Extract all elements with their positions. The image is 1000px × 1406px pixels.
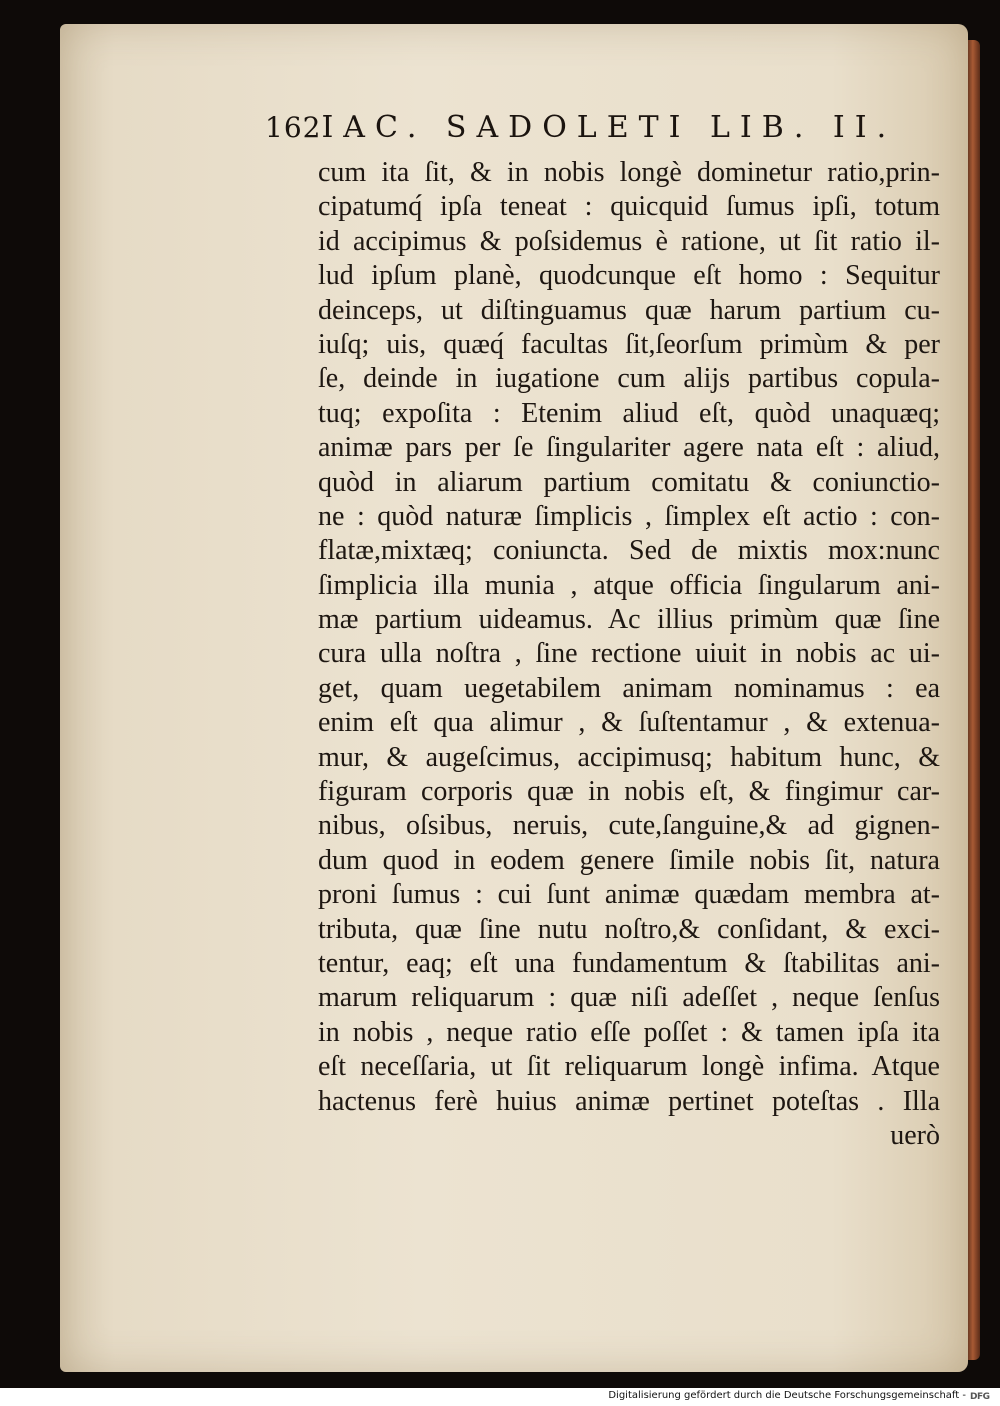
text-line: tributa, quæ ſine nutu noſtro,& conſidant, & exci- — [318, 913, 940, 945]
text-line: hactenus ferè huius animæ pertinet poteſtas . Illa — [318, 1085, 940, 1117]
text-line: iuſq; uis, quæq́ facultas ſit,ſeorſum primùm & per — [318, 328, 940, 360]
text-line: ſe, deinde in iugatione cum alijs partibus copula- — [318, 363, 940, 395]
page-edge — [968, 40, 980, 1360]
dfg-logo: DFG — [970, 1392, 990, 1402]
text-line: cura ulla noſtra , ſine rectione uiuit in nobis ac ui- — [318, 638, 940, 670]
text-line: marum reliquarum : quæ niſi adeſſet , neque ſenſus — [318, 982, 940, 1014]
footer-bar — [0, 1388, 1000, 1406]
text-line: eſt neceſſaria, ut ſit reliquarum longè infima. Atque — [318, 1051, 940, 1083]
text-line: enim eſt qua alimur , & ſuſtentamur , & extenua- — [318, 707, 940, 739]
running-title: IAC. SADOLETI LIB. II. — [321, 110, 897, 145]
body-text — [318, 156, 940, 1153]
text-line: figuram corporis quæ in nobis eſt, & fingimur car- — [318, 776, 940, 808]
text-line: ne : quòd naturæ ſimplicis , ſimplex eſt actio : con- — [318, 500, 940, 532]
text-line: id accipimus & poſsidemus è ratione, ut ſit ratio il- — [318, 225, 940, 257]
text-line: get, quam uegetabilem animam nominamus : ea — [318, 672, 940, 704]
text-line: quòd in aliarum partium comitatu & coniunctio- — [318, 466, 940, 498]
funding-credit: Digitalisierung gefördert durch die Deutsche Forschungsgemeinschaft - — [608, 1390, 966, 1401]
text-line: tuq; expoſita : Etenim aliud eſt, quòd unaquæq; — [318, 397, 940, 429]
text-line: in nobis , neque ratio eſſe poſſet : & tamen ipſa ita — [318, 1016, 940, 1048]
text-line: uerò — [890, 1119, 940, 1151]
text-line: nibus, oſsibus, neruis, cute,ſanguine,& ad gignen- — [318, 810, 940, 842]
running-head — [265, 110, 897, 150]
text-line: ſimplicia illa munia , atque officia ſingularum ani- — [318, 569, 940, 601]
text-line: cipatumq́ ipſa teneat : quicquid ſumus ipſi, totum — [318, 191, 940, 223]
text-line: flatæ,mixtæq; coniuncta. Sed de mixtis mox:nunc — [318, 535, 940, 567]
text-line: cum ita ſit, & in nobis longè dominetur ratio,prin- — [318, 157, 940, 188]
text-line: proni ſumus : cui ſunt animæ quædam membra at- — [318, 879, 940, 911]
text-line: dum quod in eodem genere ſimile nobis ſit, natura — [318, 844, 940, 876]
page-number: 162 — [265, 111, 322, 144]
text-line: mur, & augeſcimus, accipimusq; habitum hunc, & — [318, 741, 940, 773]
text-line: mæ partium uideamus. Ac illius primùm quæ ſine — [318, 604, 940, 636]
text-line: animæ pars per ſe ſingulariter agere nata eſt : aliud, — [318, 432, 940, 464]
text-line: lud ipſum planè, quodcunque eſt homo : Sequitur — [318, 260, 940, 292]
text-line: deinceps, ut diſtinguamus quæ harum partium cu- — [318, 294, 940, 326]
text-line: tentur, eaq; eſt una fundamentum & ſtabilitas ani- — [318, 947, 940, 979]
